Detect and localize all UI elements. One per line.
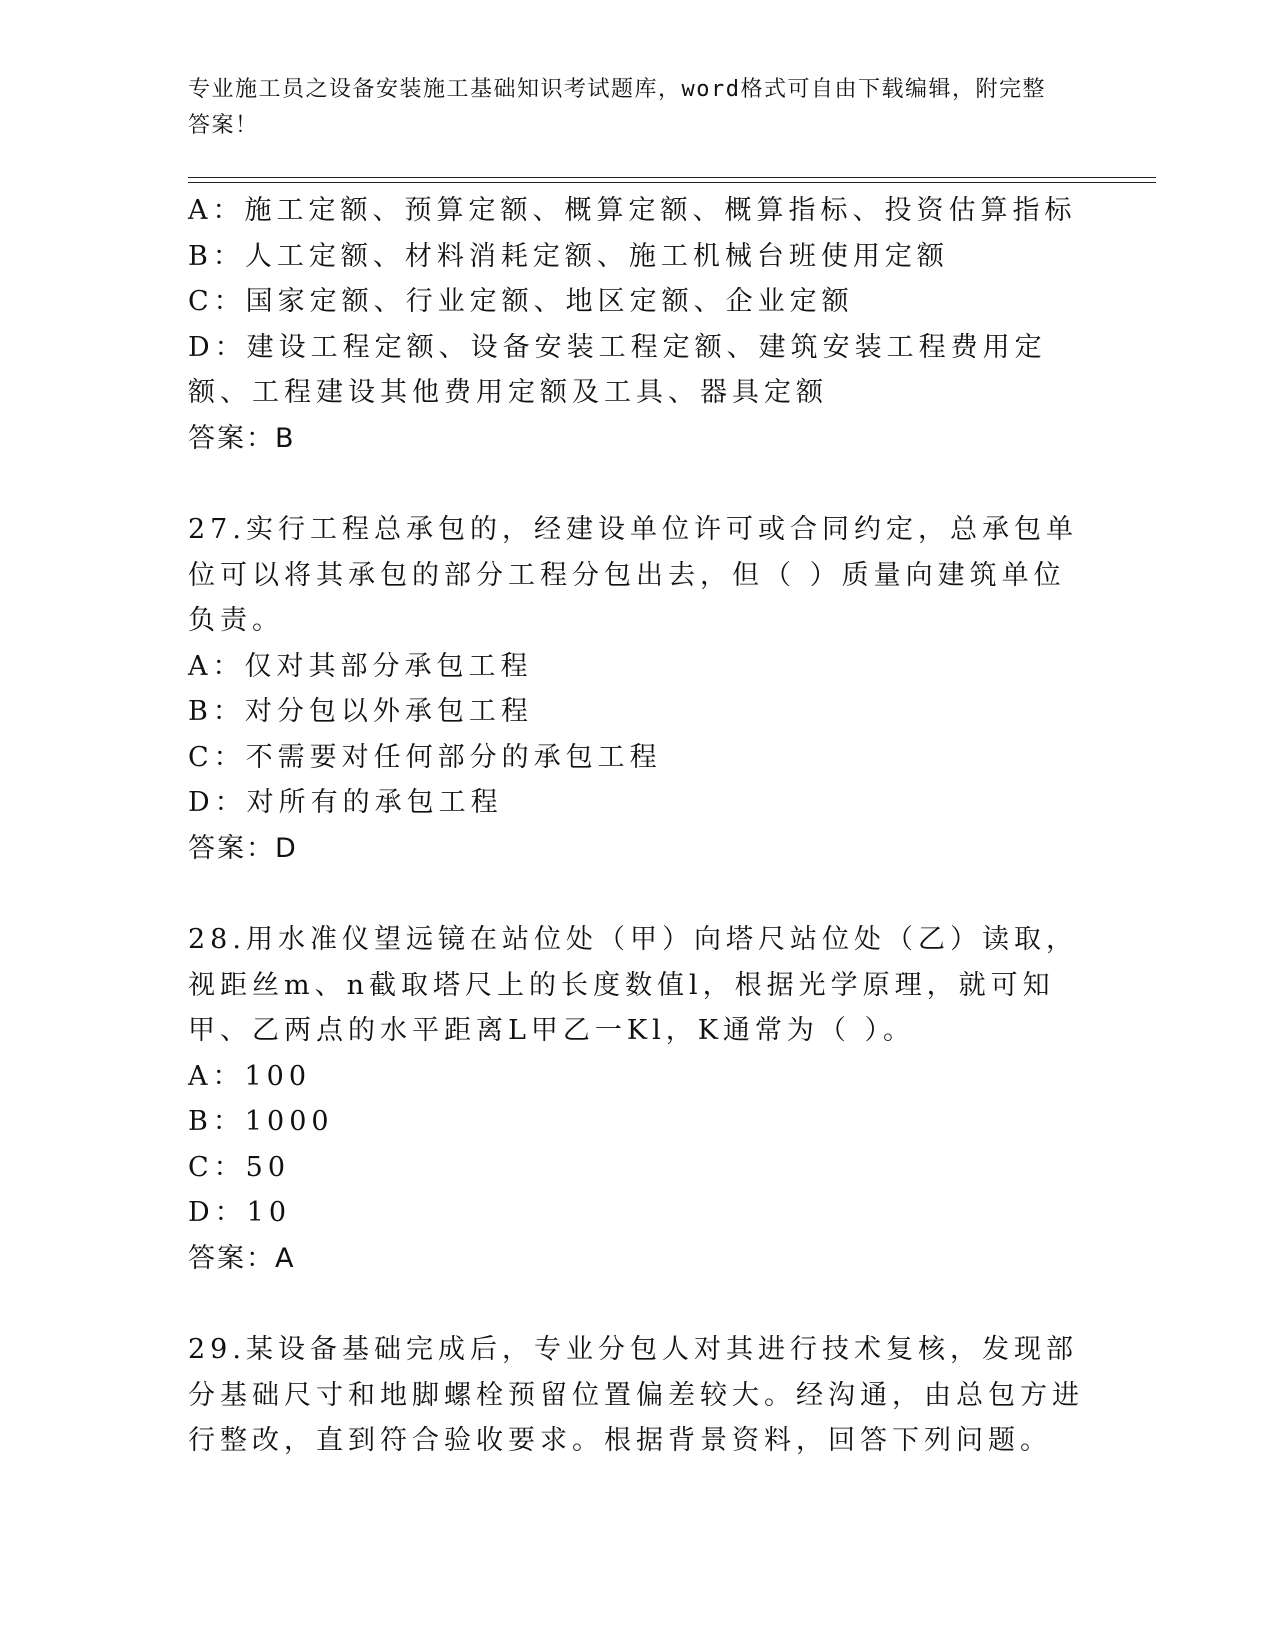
option-d: D：对所有的承包工程 bbox=[188, 787, 503, 818]
option-a: A：施工定额、预算定额、概算定额、概算指标、投资估算指标 bbox=[188, 195, 1077, 226]
question-28-block bbox=[188, 917, 1088, 1281]
option-a: A：仅对其部分承包工程 bbox=[188, 650, 533, 682]
question-29-block bbox=[188, 1327, 1088, 1464]
spacer bbox=[188, 461, 1088, 507]
question-26-block bbox=[188, 188, 1088, 461]
page-header: 专业施工员之设备安装施工基础知识考试题库，word格式可自由下载编辑，附完整答案！ bbox=[188, 77, 1046, 138]
option-a: A：100 bbox=[188, 1060, 312, 1092]
option-b: B：1000 bbox=[188, 1106, 334, 1137]
option-c: C：不需要对任何部分的承包工程 bbox=[188, 741, 662, 773]
question-text: 29.某设备基础完成后，专业分包人对其进行技术复核，发现部分基础尺寸和地脚螺栓预留位置偏差较大。经沟通，由总包方进行整改，直到符合验收要求。根据背景资料，回答下列问题。 bbox=[188, 1334, 1084, 1456]
option-d: D：建设工程定额、设备安装工程定额、建筑安装工程费用定额、工程建设其他费用定额及工具、器具定额 bbox=[188, 331, 1047, 408]
option-b: B：对分包以外承包工程 bbox=[188, 696, 533, 727]
spacer bbox=[188, 871, 1088, 917]
option-b: B：人工定额、材料消耗定额、施工机械台班使用定额 bbox=[188, 240, 949, 272]
option-d: D：10 bbox=[188, 1197, 292, 1228]
answer: 答案：A bbox=[188, 1242, 296, 1274]
option-c: C：50 bbox=[188, 1151, 291, 1183]
question-27-block bbox=[188, 507, 1088, 871]
question-text: 27.实行工程总承包的，经建设单位许可或合同约定，总承包单位可以将其承包的部分工程分包出去，但（ ）质量向建筑单位负责。 bbox=[188, 514, 1078, 636]
answer: 答案：B bbox=[188, 422, 296, 454]
option-c: C：国家定额、行业定额、地区定额、企业定额 bbox=[188, 286, 854, 317]
spacer bbox=[188, 1281, 1088, 1327]
answer: 答案：D bbox=[188, 832, 298, 864]
question-text: 28.用水准仪望远镜在站位处（甲）向塔尺站位处（乙）读取，视距丝m、n截取塔尺上的长度数值l，根据光学原理，就可知甲、乙两点的水平距离L甲乙一Kl，K通常为（ ）。 bbox=[188, 924, 1078, 1046]
header-rule-top bbox=[188, 177, 1156, 178]
header-rule-bottom bbox=[188, 182, 1156, 183]
question-content bbox=[188, 188, 1088, 1464]
